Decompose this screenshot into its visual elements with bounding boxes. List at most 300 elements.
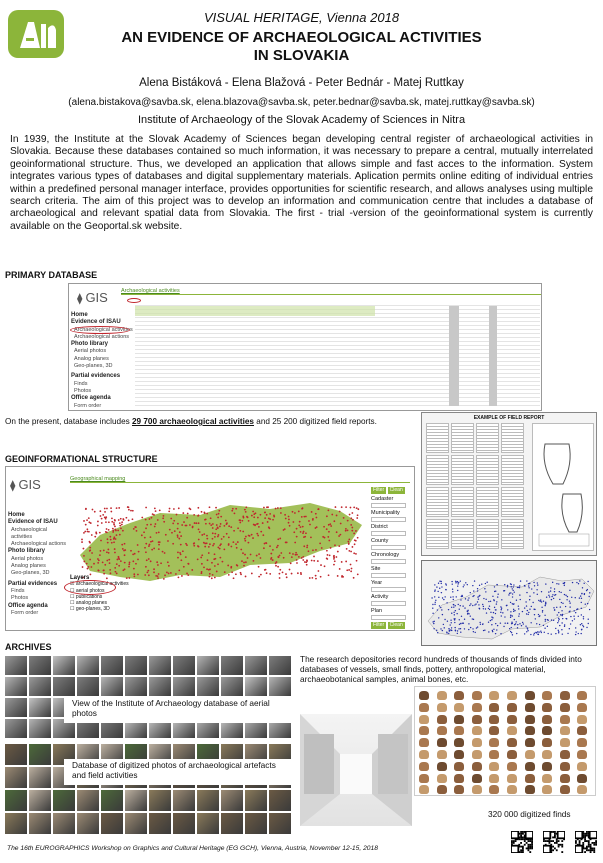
site-dot [109,562,111,564]
site-dot [201,511,203,513]
photo-thumbnail[interactable] [245,677,267,696]
photo-thumbnail[interactable] [149,656,171,675]
find-thumbnail[interactable] [489,715,499,724]
find-thumbnail[interactable] [507,750,517,759]
photo-thumbnail[interactable] [245,790,267,811]
site-dot [149,544,151,546]
site-dot [218,513,220,515]
site-dot [453,612,454,613]
slovakia-map[interactable] [70,485,370,588]
site-dot [292,521,294,523]
photo-thumbnail[interactable] [269,677,291,696]
photo-thumbnail[interactable] [29,719,51,738]
photo-thumbnail[interactable] [173,790,195,811]
site-dot [291,556,293,558]
site-dot [516,600,517,601]
layer-item[interactable]: ☐ publications [70,593,103,600]
site-dot [241,520,243,522]
photo-thumbnail[interactable] [269,656,291,675]
photo-thumbnail[interactable] [221,790,243,811]
site-dot [141,534,143,536]
site-dot [340,523,342,525]
site-dot [239,522,241,524]
site-dot [266,572,268,574]
site-dot [545,620,546,621]
site-dot [460,632,461,633]
photo-thumbnail[interactable] [245,813,267,834]
find-thumbnail[interactable] [507,726,517,735]
photo-thumbnail[interactable] [173,813,195,834]
site-dot [200,572,202,574]
site-dot [176,514,178,516]
find-thumbnail[interactable] [419,703,429,712]
site-dot [128,577,130,579]
photo-thumbnail[interactable] [29,698,51,717]
find-thumbnail[interactable] [489,785,499,794]
site-dot [284,514,286,516]
find-thumbnail[interactable] [419,691,429,700]
find-thumbnail[interactable] [542,715,552,724]
photo-thumbnail[interactable] [29,677,51,696]
photo-thumbnail[interactable] [197,656,219,675]
filter-input[interactable] [371,601,406,606]
site-dot [500,612,501,613]
find-thumbnail[interactable] [489,726,499,735]
filter-input[interactable] [371,545,406,550]
site-dot [554,588,555,589]
find-thumbnail[interactable] [525,691,535,700]
site-dot [104,516,106,518]
site-dot [275,562,277,564]
geo-structure-screenshot [5,466,415,631]
site-dot [510,602,511,603]
site-dot [356,517,358,519]
find-thumbnail[interactable] [577,738,587,747]
site-dot [588,596,589,597]
photo-thumbnail[interactable] [77,790,99,811]
site-dot [100,515,102,517]
find-thumbnail[interactable] [542,762,552,771]
site-dot [150,541,152,543]
find-thumbnail[interactable] [542,774,552,783]
find-thumbnail[interactable] [472,691,482,700]
find-thumbnail[interactable] [419,785,429,794]
qr-code[interactable] [510,830,534,854]
photo-thumbnail[interactable] [77,813,99,834]
site-dot [346,569,348,571]
find-thumbnail[interactable] [437,750,447,759]
find-thumbnail[interactable] [577,774,587,783]
find-thumbnail[interactable] [419,774,429,783]
photo-thumbnail[interactable] [53,656,75,675]
site-dot [501,609,502,610]
site-dot [453,606,454,607]
site-dot [460,623,461,624]
find-thumbnail[interactable] [489,750,499,759]
find-thumbnail[interactable] [577,762,587,771]
find-thumbnail[interactable] [454,762,464,771]
find-thumbnail[interactable] [577,715,587,724]
find-thumbnail[interactable] [489,738,499,747]
find-thumbnail[interactable] [542,785,552,794]
site-dot [473,619,474,620]
site-dot [89,547,91,549]
site-dot [209,573,211,575]
find-thumbnail[interactable] [454,703,464,712]
photo-thumbnail[interactable] [101,813,123,834]
site-dot [486,582,487,583]
photo-thumbnail[interactable] [221,813,243,834]
page-link[interactable]: Geographical mapping [70,476,126,482]
photo-thumbnail[interactable] [149,790,171,811]
find-thumbnail[interactable] [560,750,570,759]
site-dot [434,604,435,605]
find-thumbnail[interactable] [525,762,535,771]
site-dot [179,531,181,533]
filter-label: Year [371,580,383,586]
find-thumbnail[interactable] [419,726,429,735]
find-thumbnail[interactable] [560,703,570,712]
find-thumbnail[interactable] [507,762,517,771]
photo-thumbnail[interactable] [197,813,219,834]
site-dot [151,549,153,551]
photo-thumbnail[interactable] [5,698,27,717]
find-thumbnail[interactable] [560,738,570,747]
site-dot [467,599,468,600]
site-dot [496,603,497,604]
find-thumbnail[interactable] [454,726,464,735]
find-thumbnail[interactable] [577,703,587,712]
site-dot [85,508,87,510]
artefact-caption: Database of digitized photos of archaeological artefacts and field activities [72,760,276,780]
site-dot [186,525,188,527]
site-dot [99,510,101,512]
site-dot [507,623,508,624]
layer-item[interactable]: ☐ analog planes [70,600,108,607]
find-thumbnail[interactable] [542,738,552,747]
site-dot [555,633,556,634]
site-dot [492,596,493,597]
site-dot [510,611,511,612]
photo-thumbnail[interactable] [125,790,147,811]
find-thumbnail[interactable] [472,738,482,747]
find-thumbnail[interactable] [507,738,517,747]
find-thumbnail[interactable] [507,774,517,783]
site-dot [112,528,114,530]
site-dot [526,605,527,606]
find-thumbnail[interactable] [472,715,482,724]
site-dot [514,624,515,625]
distribution-map [421,560,597,646]
find-thumbnail[interactable] [525,703,535,712]
qr-code[interactable] [574,830,598,854]
report-page [501,519,524,549]
find-thumbnail[interactable] [560,762,570,771]
site-dot [88,517,90,519]
qr-code[interactable] [542,830,566,854]
site-dot [547,620,548,621]
find-thumbnail[interactable] [560,785,570,794]
photo-thumbnail[interactable] [101,677,123,696]
photo-thumbnail[interactable] [77,677,99,696]
find-thumbnail[interactable] [560,774,570,783]
find-thumbnail[interactable] [472,703,482,712]
find-thumbnail[interactable] [454,691,464,700]
find-thumbnail[interactable] [454,750,464,759]
filter-input[interactable] [371,573,406,578]
find-thumbnail[interactable] [525,738,535,747]
site-dot [187,513,189,515]
filter-input[interactable] [371,615,406,620]
site-dot [459,624,460,625]
site-dot [211,562,213,564]
find-thumbnail[interactable] [437,774,447,783]
site-dot [432,608,433,609]
site-dot [551,633,552,634]
photo-thumbnail[interactable] [5,677,27,696]
site-dot [260,574,262,576]
find-thumbnail[interactable] [472,785,482,794]
site-dot [298,556,300,558]
photo-thumbnail[interactable] [5,656,27,675]
find-thumbnail[interactable] [489,703,499,712]
site-dot [253,516,255,518]
photo-thumbnail[interactable] [221,677,243,696]
find-thumbnail[interactable] [472,726,482,735]
find-thumbnail[interactable] [437,691,447,700]
site-dot [353,533,355,535]
find-thumbnail[interactable] [454,774,464,783]
site-dot [208,546,210,548]
site-dot [228,536,230,538]
find-thumbnail[interactable] [525,774,535,783]
photo-thumbnail[interactable] [101,656,123,675]
find-thumbnail[interactable] [577,691,587,700]
find-thumbnail[interactable] [489,691,499,700]
site-dot [150,524,152,526]
site-dot [106,551,108,553]
site-dot [463,584,464,585]
photo-thumbnail[interactable] [53,677,75,696]
photo-thumbnail[interactable] [149,677,171,696]
site-dot [350,570,352,572]
clean-button-bottom[interactable]: Clean [389,622,403,628]
find-thumbnail[interactable] [419,762,429,771]
photo-thumbnail[interactable] [125,677,147,696]
site-dot [306,545,308,547]
site-dot [132,560,134,562]
photo-thumbnail[interactable] [149,813,171,834]
site-dot [324,537,326,539]
find-thumbnail[interactable] [507,703,517,712]
photo-thumbnail[interactable] [29,744,51,765]
filter-input[interactable] [371,587,406,592]
depository-photo [300,714,412,826]
site-dot [308,520,310,522]
site-dot [145,543,147,545]
find-thumbnail[interactable] [437,726,447,735]
site-dot [289,552,291,554]
clean-button[interactable]: Clean [389,487,403,493]
site-dot [528,614,529,615]
filter-input[interactable] [371,559,406,564]
find-thumbnail[interactable] [472,762,482,771]
site-dot [257,535,259,537]
site-dot [508,594,509,595]
find-thumbnail[interactable] [542,726,552,735]
site-dot [514,610,515,611]
site-dot [146,559,148,561]
photo-thumbnail[interactable] [125,656,147,675]
site-dot [137,559,139,561]
filter-button[interactable]: Filter [373,487,385,493]
site-dot [236,547,238,549]
find-thumbnail[interactable] [525,726,535,735]
photo-thumbnail[interactable] [53,813,75,834]
photo-thumbnail[interactable] [53,790,75,811]
site-dot [437,591,438,592]
site-dot [235,543,237,545]
photo-thumbnail[interactable] [269,813,291,834]
site-dot [503,590,504,591]
site-dot [241,560,243,562]
site-dot [569,606,570,607]
site-dot [106,528,108,530]
photo-thumbnail[interactable] [5,767,27,788]
find-thumbnail[interactable] [542,691,552,700]
photo-thumbnail[interactable] [29,767,51,788]
site-dot [566,599,567,600]
site-dot [451,622,452,623]
site-dot [336,531,338,533]
find-thumbnail[interactable] [437,703,447,712]
photo-thumbnail[interactable] [77,656,99,675]
find-thumbnail[interactable] [525,785,535,794]
find-thumbnail[interactable] [419,750,429,759]
site-dot [260,557,262,559]
find-thumbnail[interactable] [525,715,535,724]
site-dot [485,591,486,592]
site-dot [121,521,123,523]
photo-thumbnail[interactable] [5,744,27,765]
find-thumbnail[interactable] [472,774,482,783]
photo-thumbnail[interactable] [173,677,195,696]
site-dot [512,593,513,594]
find-thumbnail[interactable] [454,785,464,794]
photo-thumbnail[interactable] [5,790,27,811]
find-thumbnail[interactable] [489,774,499,783]
site-dot [257,523,259,525]
photo-thumbnail[interactable] [5,719,27,738]
photo-thumbnail[interactable] [197,790,219,811]
site-dot [313,560,315,562]
photo-thumbnail[interactable] [197,677,219,696]
site-dot [187,563,189,565]
find-thumbnail[interactable] [507,785,517,794]
site-dot [244,509,246,511]
site-dot [210,517,212,519]
site-dot [227,565,229,567]
find-thumbnail[interactable] [419,715,429,724]
site-dot [258,566,260,568]
find-thumbnail[interactable] [437,715,447,724]
site-dot [348,538,350,540]
photo-thumbnail[interactable] [269,790,291,811]
find-thumbnail[interactable] [507,691,517,700]
site-dot [167,561,169,563]
site-dot [299,521,301,523]
find-thumbnail[interactable] [507,715,517,724]
site-dot [353,577,355,579]
filter-input[interactable] [371,531,406,536]
photo-thumbnail[interactable] [245,656,267,675]
filter-input[interactable] [371,503,406,508]
find-thumbnail[interactable] [472,750,482,759]
find-thumbnail[interactable] [419,738,429,747]
photo-thumbnail[interactable] [125,813,147,834]
find-thumbnail[interactable] [577,785,587,794]
find-thumbnail[interactable] [525,750,535,759]
site-dot [163,578,165,580]
site-dot [270,553,272,555]
find-thumbnail[interactable] [489,762,499,771]
photo-thumbnail[interactable] [173,656,195,675]
find-thumbnail[interactable] [577,726,587,735]
site-dot [209,523,211,525]
site-dot [277,538,279,540]
site-dot [479,608,480,609]
layer-item[interactable]: ☐ aerial photos [70,587,105,594]
find-thumbnail[interactable] [437,738,447,747]
institution: Institute of Archaeology of the Slovak Academy of Sciences in Nitra [137,114,466,126]
site-dot [585,604,586,605]
find-thumbnail[interactable] [437,762,447,771]
site-dot [583,583,584,584]
site-dot [260,531,262,533]
find-thumbnail[interactable] [454,715,464,724]
photo-thumbnail[interactable] [29,656,51,675]
site-dot [543,625,544,626]
layer-item[interactable]: ☐ geo-planes, 3D [70,606,110,613]
site-dot [116,507,118,509]
filter-button-bottom[interactable]: Filter [373,622,385,628]
site-dot [341,561,343,563]
find-thumbnail[interactable] [560,726,570,735]
site-dot [541,607,542,608]
find-thumbnail[interactable] [542,750,552,759]
photo-thumbnail[interactable] [221,656,243,675]
find-thumbnail[interactable] [560,691,570,700]
photo-thumbnail[interactable] [101,790,123,811]
site-dot [100,550,102,552]
photo-thumbnail[interactable] [5,813,27,834]
find-thumbnail[interactable] [560,715,570,724]
photo-thumbnail[interactable] [29,813,51,834]
filter-input[interactable] [371,517,406,522]
page-link[interactable]: Archaeological activities [121,288,180,294]
site-dot [479,622,480,623]
header-divider [70,482,410,483]
find-thumbnail[interactable] [454,738,464,747]
layer-item[interactable]: ☑ archaeological activities [70,581,129,588]
site-dot [155,523,157,525]
site-dot [100,540,102,542]
find-thumbnail[interactable] [437,785,447,794]
find-thumbnail[interactable] [577,750,587,759]
primary-database-heading: PRIMARY DATABASE [5,270,98,280]
photo-thumbnail[interactable] [29,790,51,811]
find-thumbnail[interactable] [542,703,552,712]
